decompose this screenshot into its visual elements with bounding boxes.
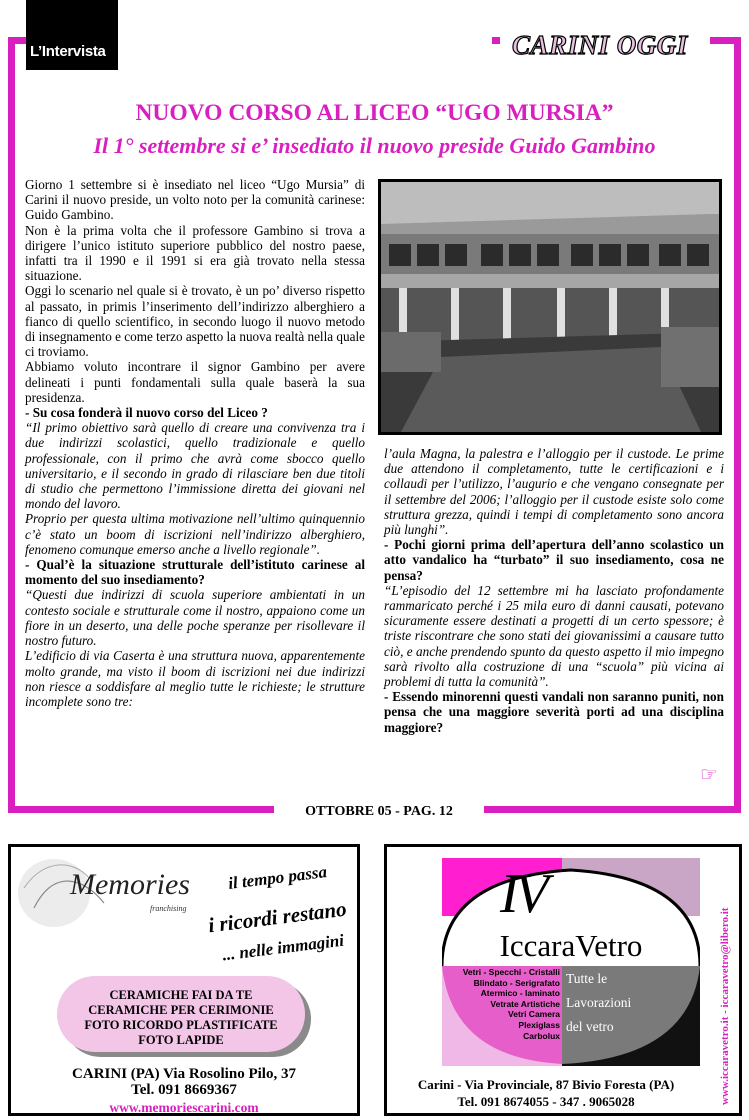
service-line: Plexiglass: [518, 1019, 560, 1030]
subheadline: Il 1° settembre si e’ insediato il nuovo preside Guido Gambino: [93, 133, 656, 158]
interview-question: - Pochi giorni prima dell’apertura dell’anno scolastico un atto vandalico ha “turbato” il suo insediamento, cosa ne pensa?: [384, 537, 724, 583]
memories-contact: [11, 1066, 357, 1098]
iccaravetro-services: [452, 967, 560, 1041]
service-line: FOTO RICORDO PLASTIFICATE: [84, 1018, 278, 1032]
tagline-line: Lavorazioni: [566, 995, 632, 1010]
iccaravetro-web[interactable]: www.iccaravetro.it - iccaravetro@libero.it: [719, 907, 731, 1105]
memories-services-pill: [57, 976, 305, 1052]
article-column-1: [25, 177, 365, 709]
page-footer: OTTOBRE 05 - PAG. 12: [305, 804, 453, 819]
interview-answer: L’edificio di via Caserta è una struttura nuova, apparentemente molto grande, ma visto il boom di iscrizioni nei due indirizzi non riesce a soddisfare al meglio tutte le richieste; le strutture incomplete sono tre:: [25, 648, 365, 709]
headline: NUOVO CORSO AL LICEO “UGO MURSIA”: [135, 100, 614, 126]
tagline-line: Tutte le: [566, 971, 608, 986]
service-line: CERAMICHE FAI DA TE: [109, 988, 253, 1002]
service-line: FOTO LAPIDE: [138, 1033, 224, 1047]
school-photo: [378, 179, 722, 435]
slogan-line-2: i ricordi restano: [206, 896, 348, 938]
memories-address: CARINI (PA) Via Rosolino Pilo, 37: [72, 1066, 296, 1082]
paragraph: Non è la prima volta che il professore Gambino si trova a dirigere l’unico istituto superiore pubblico del nostro paese, infatti tra il 1990 e il 1991 si era già trovato nella stessa situazione.: [25, 222, 365, 284]
service-line: Atermico - laminato: [480, 988, 560, 999]
interview-question: - Qual’è la situazione strutturale dell’istituto carinese al momento del suo insediamento?: [25, 557, 365, 588]
interview-answer: “Questi due indirizzi di scuola superiore ambientati in un contesto sociale e strutturale come il nostro, appaiono come un fiore in un deserto, una delle poche speranze per risollevare il nostro futuro.: [25, 587, 365, 649]
service-line: Carbolux: [523, 1030, 560, 1041]
paragraph: Giorno 1 settembre si è insediato nel liceo “Ugo Mursia” di Carini il nuovo preside, un volto noto per la comunità carinese: Guido Gambino.: [25, 177, 365, 223]
iccaravetro-address: Carini - Via Provinciale, 87 Bivio Foresta (PA): [417, 1077, 675, 1092]
article-column-2: [384, 446, 724, 735]
frame-gap: [118, 30, 492, 44]
service-line: CERAMICHE PER CERIMONIE: [88, 1003, 274, 1017]
slogan-line-3: ... nelle immagini: [221, 930, 345, 965]
school-building-image: [381, 182, 719, 432]
service-line: Vetri - Specchi - Cristalli: [462, 967, 560, 977]
publication-logo: CARINI OGGI: [512, 30, 688, 60]
iccaravetro-brand: IccaraVetro: [499, 928, 643, 963]
pointing-hand-icon: ☞: [700, 764, 718, 786]
section-tab-label: L’Intervista: [30, 43, 106, 60]
iccaravetro-tagline: [566, 967, 676, 1039]
memories-phone: Tel. 091 8669367: [131, 1082, 237, 1098]
iccaravetro-contact: [386, 1076, 706, 1110]
frame-gap: [700, 30, 710, 44]
paragraph: Abbiamo voluto incontrare il signor Gambino per avere delineati i punti fondamentali sulla quale baserà la sua presidenza.: [25, 359, 365, 405]
slogan-line-1: il tempo passa: [227, 862, 328, 893]
service-line: Blindato - Serigrafato: [473, 977, 560, 988]
iccaravetro-web-vertical-wrap: [707, 850, 731, 1105]
interview-question: - Su cosa fonderà il nuovo corso del Liceo ?: [25, 405, 268, 421]
interview-question: - Essendo minorenni questi vandali non saranno puniti, non pensa che una maggiore severità porti ad una disciplina maggiore?: [384, 689, 724, 735]
service-line: Vetrate Artistiche: [490, 998, 560, 1009]
iccaravetro-monogram: IV: [500, 863, 545, 925]
paragraph: Oggi lo scenario nel quale si è trovato, è un po’ diverso rispetto al passato, in primis l’inserimento dell’indirizzo alberghiero a fianco di quello scientifico, in secondo luogo il nuovo metodo di insegnamento e come terzo aspetto la nuova realtà nella quale ci troviamo.: [25, 283, 365, 360]
interview-answer: l’aula Magna, la palestra e l’alloggio per il custode. Le prime due attendono il completamento, tutte le certificazioni e i collaudi per l’utilizzo, l’augurio e che vengano consegnate per il settembre del 2006; l’alloggio per il custode esiste solo come struttura grezza, quindi i tempi di completamento sono ancora più lunghi”.: [384, 446, 724, 538]
interview-answer: “L’episodio del 12 settembre mi ha lasciato profondamente rammaricato perché i 25 mila euro di danni causati, potevano sicuramente essere destinati a progetti di un certo spessore; è triste riscontrare che sono stati dei giovanissimi a causare tutto ciò, e anche prendendo spunto da questo aspetto il mio impegno sarà rivolto alla costruzione di una “scuola” più vicina ai problemi di tutta la comunità”.: [384, 582, 724, 690]
tagline-line: del vetro: [566, 1019, 614, 1034]
interview-answer: “Il primo obiettivo sarà quello di creare una convivenza tra i due indirizzi scolastici, quello tradizionale e quello professionale, con il primo che avrà come sbocco quello universitario, e il secondo in grado di rilasciare ben due titoli di studio che permettono l’immissione diretta dei giovani nel mondo del lavoro.: [25, 420, 365, 512]
memories-logo-sub: franchising: [150, 904, 187, 913]
service-line: Vetri Camera: [508, 1009, 560, 1020]
iccaravetro-phone: Tel. 091 8674055 - 347 . 9065028: [457, 1094, 635, 1109]
memories-website[interactable]: www.memoriescarini.com: [109, 1100, 259, 1115]
memories-logo: Memories: [70, 868, 190, 901]
interview-answer: Proprio per questa ultima motivazione nell’ultimo quinquennio c’è stato un boom di iscrizioni nell’indirizzo alberghiero, fenomeno comunque emerso anche a livello regionale”.: [25, 511, 365, 557]
